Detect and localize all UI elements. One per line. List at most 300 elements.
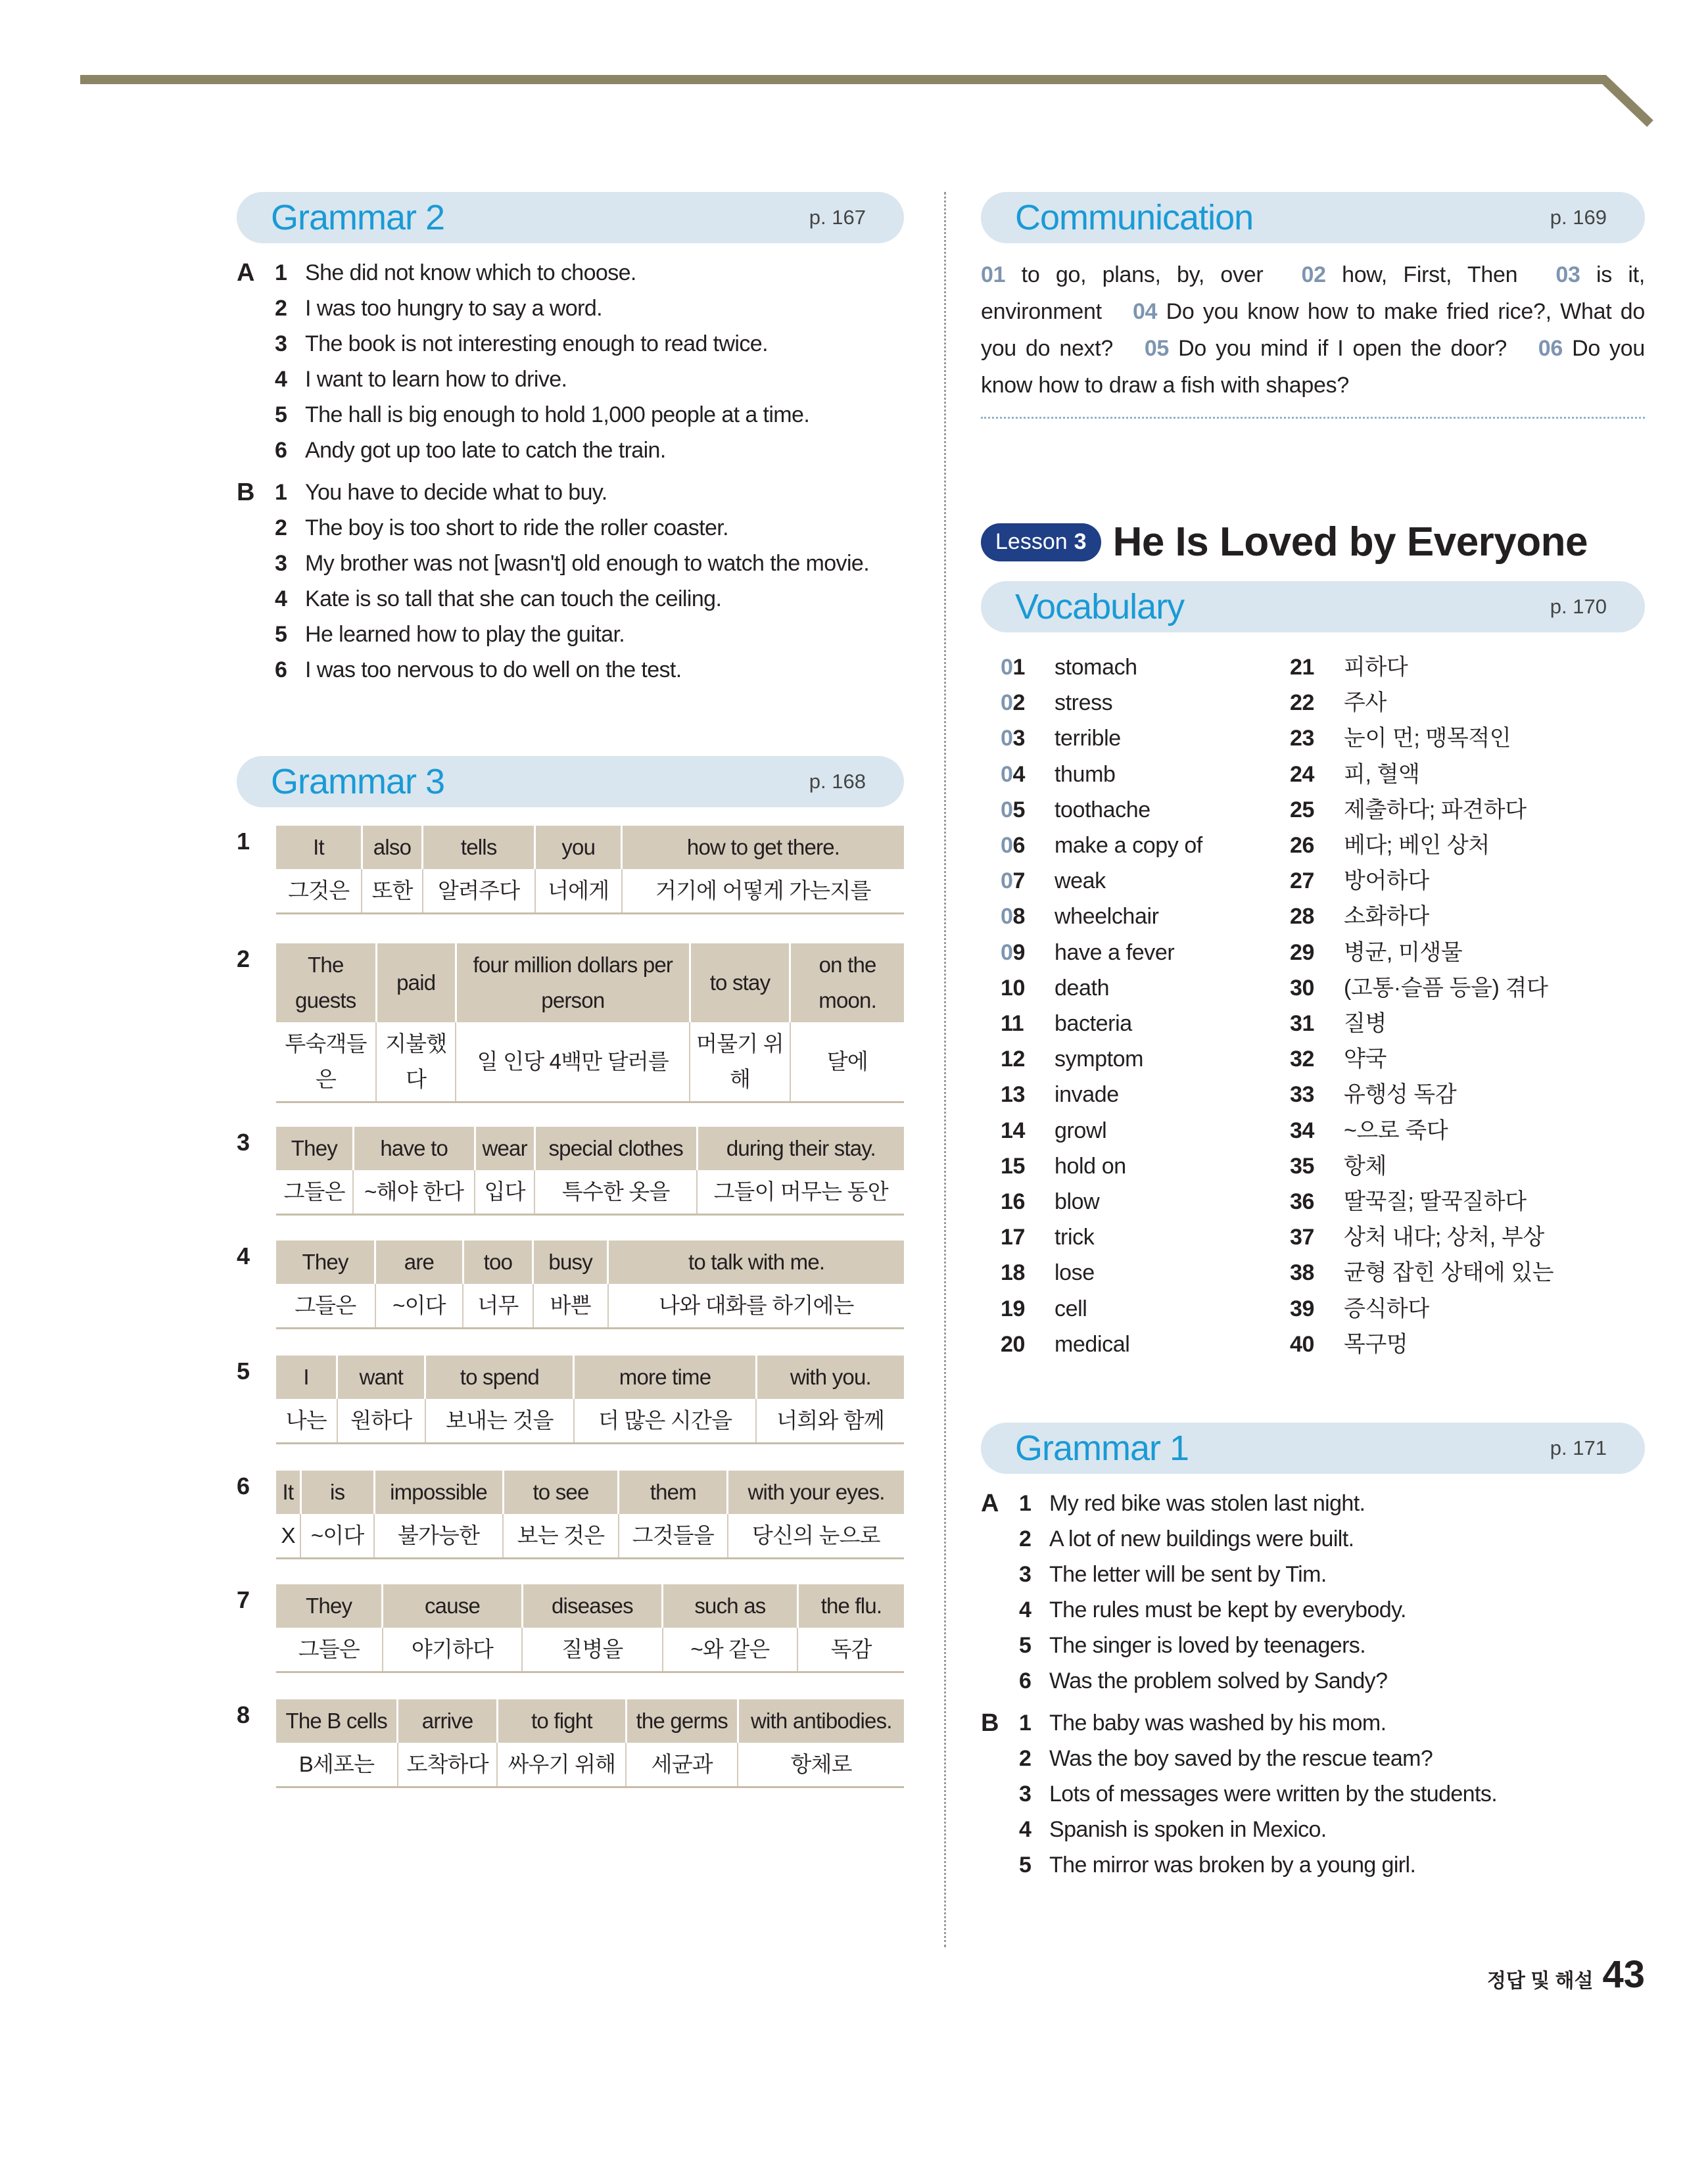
vocab-number-digit: 5 [1012,797,1026,822]
vocab-meaning: 베다; 베인 상처 [1344,833,1490,859]
vocab-number [1001,1148,1055,1184]
answer-text: Was the boy saved by the rescue team? [1049,1746,1433,1772]
vocab-number-digit: 8 [1012,904,1026,930]
vocab-number: 26 [1290,833,1315,859]
section-page-ref: p. 169 [1550,206,1607,229]
english-row [276,1471,904,1514]
vocab-item [1290,828,1579,863]
korean-row [276,1022,904,1102]
vocab-item [1001,1148,1290,1184]
vocab-number: 34 [1290,1118,1315,1143]
vocab-number [1001,970,1055,1006]
vocab-item [1001,1006,1290,1041]
english-chunk: They [276,1241,375,1284]
section-header-vocabulary [981,581,1645,632]
table-number: 2 [237,945,250,972]
answer-item [275,433,904,468]
vocab-item [1001,1291,1290,1327]
korean-chunk: 세균과 [626,1743,738,1787]
answer-number: 03 [1555,262,1580,287]
answer-text: The letter will be sent by Tim. [1049,1562,1327,1588]
answer-text: A lot of new buildings were built. [1049,1526,1354,1552]
vocab-number: 37 [1290,1225,1315,1250]
english-chunk: It [276,1471,300,1514]
english-chunk: are [375,1241,463,1284]
vocab-number [1001,1113,1055,1148]
left-column [237,192,904,1788]
answer-item [1019,1812,1645,1847]
vocab-number-prefix: 0 [1001,833,1013,859]
vocab-item [1290,899,1579,934]
english-chunk: how to get there. [622,826,904,869]
vocab-word: invade [1055,1082,1119,1108]
section-header-grammar2 [237,192,904,243]
korean-chunk: 나는 [276,1399,337,1444]
vocab-item [1290,1255,1579,1290]
english-row [276,1699,904,1743]
english-chunk: is [300,1471,374,1514]
vocab-item [1001,650,1290,685]
vocab-number-digit: 9 [1012,939,1026,965]
english-chunk: the germs [626,1699,738,1743]
answer-number: 3 [1019,1782,1032,1807]
communication-answer [1145,336,1507,361]
vocab-word: lose [1055,1260,1095,1286]
vocab-number-digit: 1 [1012,655,1026,680]
table-number: 7 [237,1586,250,1613]
answer-number: 4 [1019,1597,1032,1623]
answer-item [275,510,904,546]
vocabulary-column-right [1290,650,1579,1362]
vocab-number-prefix: 0 [1001,726,1013,751]
vocab-number-digit: 17 [1001,1225,1026,1250]
vocab-number: 31 [1290,1011,1315,1037]
vocab-number [1001,899,1055,934]
section-header-grammar1 [981,1423,1645,1474]
vocab-number-digit: 4 [1012,761,1026,787]
korean-chunk: 독감 [797,1628,904,1672]
korean-chunk: 나와 대화를 하기에는 [608,1284,904,1329]
answer-item [275,326,904,362]
answer-blocks [237,255,904,688]
korean-chunk: 너희와 함께 [756,1399,904,1444]
vocab-item [1001,685,1290,721]
korean-chunk: 일 인당 4백만 달러를 [456,1022,690,1102]
english-chunk: you [535,826,622,869]
vocab-meaning: 항체 [1344,1153,1387,1179]
vocab-meaning: 목구멍 [1344,1331,1408,1357]
answer-number: 5 [1019,1853,1032,1878]
answer-blocks [981,1486,1645,1883]
vocab-item [1290,650,1579,685]
answer-number: 6 [1019,1668,1032,1694]
vocab-number: 24 [1290,761,1315,787]
table-number: 4 [237,1242,250,1269]
vocab-meaning: 딸꾹질; 딸꾹질하다 [1344,1189,1527,1215]
vocab-meaning: 병균, 미생물 [1344,939,1463,965]
vocab-number: 27 [1290,868,1315,894]
answer-number: 5 [275,402,287,427]
table-number: 5 [237,1358,250,1384]
vocab-item [1001,1219,1290,1255]
korean-chunk: 너에게 [535,869,622,914]
vocab-number [1001,863,1055,899]
vocab-number: 33 [1290,1082,1315,1108]
block-letter: B [237,479,255,506]
english-chunk: to fight [497,1699,626,1743]
section-header-communication [981,192,1645,243]
vocab-item [1001,721,1290,756]
answer-number: 5 [275,622,287,647]
answer-text: The rules must be kept by everybody. [1049,1597,1406,1623]
analysis-table [276,1127,904,1216]
answer-item [1019,1776,1645,1812]
analysis-table [276,1584,904,1673]
analysis-table-block [237,826,904,914]
answer-item [275,475,904,510]
english-chunk: with your eyes. [728,1471,904,1514]
answer-item [275,255,904,291]
analysis-table-block [237,1127,904,1216]
answer-number: 2 [1019,1746,1032,1772]
answer-item [1019,1521,1645,1557]
vocab-word: stomach [1055,655,1137,680]
vocab-number: 40 [1290,1331,1315,1357]
korean-chunk: 그들은 [276,1628,383,1672]
english-chunk: They [276,1127,353,1170]
vocab-number: 38 [1290,1260,1315,1286]
answer-number: 6 [275,657,287,682]
answer-number: 4 [275,367,287,392]
lesson-badge-number: 3 [1074,529,1087,554]
answer-text: I was too nervous to do well on the test. [305,657,682,682]
vocab-number-digit: 19 [1001,1296,1026,1321]
english-chunk: also [362,826,422,869]
english-chunk: more time [574,1356,756,1399]
answer-number: 01 [981,262,1006,287]
vocab-number-prefix: 0 [1001,690,1013,716]
korean-chunk: 더 많은 시간을 [574,1399,756,1444]
vocab-number: 21 [1290,655,1315,680]
answer-text: to go, plans, by, over [1021,262,1264,287]
answer-text: The boy is too short to ride the roller coaster. [305,515,728,540]
answer-item [275,617,904,652]
section-title: Grammar 1 [1015,1429,1189,1469]
vocab-item [1001,828,1290,863]
vocab-word: have a fever [1055,939,1175,965]
vocab-number-prefix: 0 [1001,904,1013,930]
english-chunk: the flu. [797,1584,904,1628]
vocab-item [1001,1327,1290,1362]
analysis-table [276,826,904,914]
korean-chunk: B세포는 [276,1743,398,1787]
vocabulary-section [981,581,1645,1362]
answer-item [1019,1847,1645,1883]
vocab-number: 22 [1290,690,1315,716]
korean-chunk: 싸우기 위해 [497,1743,626,1787]
answer-text: Do you know how to draw a fish with shapes? [981,336,1645,398]
english-row [276,1356,904,1399]
vocab-meaning: 방어하다 [1344,868,1429,894]
answer-text: is it, environment [981,262,1645,324]
answer-items [1019,1705,1645,1883]
korean-chunk: 지불했다 [376,1022,456,1102]
vocab-number-digit: 16 [1001,1189,1026,1215]
korean-chunk: 당신의 눈으로 [728,1514,904,1559]
korean-row [276,1628,904,1672]
vocab-meaning: 제출하다; 파견하다 [1344,797,1527,822]
korean-chunk: ~이다 [300,1514,374,1559]
answer-block [981,1486,1645,1699]
answer-item [1019,1741,1645,1776]
analysis-table [276,1356,904,1444]
vocab-number-digit: 11 [1001,1011,1024,1037]
answer-item [275,362,904,397]
korean-row [276,1170,904,1215]
vocab-number: 35 [1290,1153,1315,1179]
answer-block [981,1705,1645,1883]
korean-row [276,869,904,914]
korean-chunk: ~해야 한다 [353,1170,475,1215]
english-chunk: busy [533,1241,608,1284]
lesson-heading [981,519,1645,565]
answer-text: Kate is so tall that she can touch the ceiling. [305,586,722,611]
sentence-analysis-tables [237,826,904,1788]
korean-chunk: 입다 [475,1170,534,1215]
section-title: Grammar 3 [271,762,445,801]
vocab-number-digit: 2 [1012,690,1026,716]
vocab-item [1290,1327,1579,1362]
answer-block [237,475,904,688]
vocab-item [1290,721,1579,756]
vocab-item [1290,792,1579,828]
korean-chunk: ~와 같은 [663,1628,798,1672]
vocab-word: toothache [1055,797,1151,822]
english-row [276,1127,904,1170]
analysis-table-block [237,1699,904,1788]
communication-section [981,192,1645,419]
vocab-word: blow [1055,1189,1100,1215]
footer-label: 정답 및 해설 [1486,1970,1594,1992]
english-chunk: special clothes [534,1127,697,1170]
vocab-meaning: 증식하다 [1344,1296,1429,1321]
answer-number: 1 [275,260,287,285]
answer-number: 6 [275,438,287,463]
english-chunk: to stay [690,943,790,1022]
vocab-word: wheelchair [1055,904,1159,930]
vocab-word: bacteria [1055,1011,1132,1037]
vocab-item [1290,1148,1579,1184]
vocab-word: hold on [1055,1153,1126,1179]
vocab-item [1290,970,1579,1006]
english-row [276,826,904,869]
vocab-number [1001,1077,1055,1112]
english-row [276,943,904,1022]
vocab-word: trick [1055,1225,1095,1250]
english-chunk: tells [423,826,535,869]
korean-chunk: 그들이 머무는 동안 [697,1170,904,1215]
answer-text: Spanish is spoken in Mexico. [1049,1817,1327,1843]
english-chunk: They [276,1584,383,1628]
vocab-meaning: 질병 [1344,1011,1387,1037]
answer-items [1019,1486,1645,1699]
vocab-number-digit: 12 [1001,1047,1026,1072]
answer-text: I was too hungry to say a word. [305,296,602,321]
vocab-number [1001,1327,1055,1362]
block-letter: A [981,1490,999,1518]
korean-chunk: 도착하다 [398,1743,497,1787]
vocab-number [1001,757,1055,792]
answer-text: He learned how to play the guitar. [305,622,625,647]
answer-item [1019,1486,1645,1521]
table-number: 8 [237,1701,250,1728]
english-chunk: The B cells [276,1699,398,1743]
korean-chunk: 그것들을 [619,1514,728,1559]
vocab-item [1290,1041,1579,1077]
vocab-number-digit: 18 [1001,1260,1026,1286]
korean-chunk: 알려주다 [423,869,535,914]
vocab-number [1001,685,1055,721]
vocab-word: death [1055,975,1110,1001]
communication-answer [981,262,1263,287]
english-chunk: impossible [374,1471,503,1514]
answer-item [275,546,904,581]
answer-text: The singer is loved by teenagers. [1049,1633,1366,1659]
block-letter: B [981,1709,999,1737]
answer-item [1019,1705,1645,1741]
vocab-number [1001,1219,1055,1255]
analysis-table-block [237,1356,904,1444]
vocab-number: 29 [1290,939,1315,965]
vocab-number-prefix: 0 [1001,868,1013,894]
vocab-number [1001,935,1055,970]
section-title: Communication [1015,198,1254,237]
block-letter: A [237,259,255,287]
vocab-item [1290,863,1579,899]
section-page-ref: p. 168 [809,770,866,793]
vocab-number-digit: 13 [1001,1082,1026,1108]
answer-item [1019,1663,1645,1699]
vocab-meaning: 주사 [1344,690,1387,716]
vocab-number [1001,792,1055,828]
answer-number: 5 [1019,1633,1032,1659]
analysis-table [276,943,904,1103]
vocab-number [1001,1006,1055,1041]
answer-text: The baby was washed by his mom. [1049,1711,1387,1736]
analysis-table [276,1241,904,1329]
vocab-meaning: 약국 [1344,1047,1387,1072]
answer-text: Andy got up too late to catch the train. [305,438,666,463]
vocab-item [1290,757,1579,792]
answer-text: Lots of messages were written by the students. [1049,1782,1498,1807]
answer-text: Do you mind if I open the door? [1178,336,1507,361]
english-chunk: too [463,1241,533,1284]
section-page-ref: p. 167 [809,206,866,229]
vocab-number: 23 [1290,726,1315,751]
answer-number: 2 [1019,1526,1032,1552]
analysis-table [276,1471,904,1559]
korean-row [276,1399,904,1444]
english-chunk: wear [475,1127,534,1170]
answer-text: Do you know how to make fried rice?, What do you do next? [981,299,1645,361]
answer-text: My brother was not [wasn't] old enough to watch the movie. [305,551,870,576]
korean-chunk: 투숙객들은 [276,1022,376,1102]
korean-chunk: 야기하다 [383,1628,522,1672]
korean-row [276,1743,904,1787]
section-page-ref: p. 171 [1550,1436,1607,1460]
vocab-item [1001,1113,1290,1148]
vocab-number-digit: 15 [1001,1153,1026,1179]
english-chunk: them [619,1471,728,1514]
vocab-meaning: 눈이 먼; 맹목적인 [1344,726,1511,751]
vocab-word: terrible [1055,726,1121,751]
vocab-item [1001,935,1290,970]
lesson-badge-label: Lesson [995,529,1068,554]
top-rule-decoration [0,0,1708,131]
english-chunk: with antibodies. [738,1699,904,1743]
answer-text: The book is not interesting enough to read twice. [305,331,768,356]
vocab-number [1001,721,1055,756]
korean-row [276,1284,904,1329]
vocab-item [1001,899,1290,934]
korean-chunk: 또한 [362,869,422,914]
answer-items [275,475,904,688]
section-title: Vocabulary [1015,587,1185,626]
vocab-number-digit: 3 [1012,726,1026,751]
vocab-number-prefix: 0 [1001,939,1013,965]
vocab-word: medical [1055,1331,1130,1357]
vocab-word: make a copy of [1055,833,1202,859]
grammar2-section [237,192,904,688]
grammar1-section [981,1423,1645,1883]
vocab-number-digit: 14 [1001,1118,1026,1143]
vocab-item [1290,1113,1579,1148]
answer-number: 06 [1538,336,1563,361]
analysis-table-block [237,943,904,1103]
english-chunk: I [276,1356,337,1399]
vocab-item [1001,1255,1290,1290]
vocab-item [1001,792,1290,828]
korean-chunk: 거기에 어떻게 가는지를 [622,869,904,914]
analysis-table-block [237,1471,904,1559]
vocab-item [1001,1077,1290,1112]
english-chunk: paid [376,943,456,1022]
vocab-item [1290,1184,1579,1219]
lesson-badge [981,523,1101,561]
answer-number: 02 [1301,262,1326,287]
vocab-item [1290,1006,1579,1041]
korean-chunk: 그들은 [276,1284,375,1329]
vocab-number-digit: 7 [1012,868,1026,894]
lesson-title: He Is Loved by Everyone [1112,519,1588,565]
vocab-number: 25 [1290,797,1315,822]
page-footer [1487,1952,1645,1997]
english-chunk: four million dollars per person [456,943,690,1022]
english-chunk: diseases [522,1584,662,1628]
english-chunk: have to [353,1127,475,1170]
vocab-meaning: 피하다 [1344,655,1408,680]
answer-number: 3 [1019,1562,1032,1588]
analysis-table [276,1699,904,1788]
english-chunk: on the moon. [790,943,904,1022]
vocab-item [1001,1184,1290,1219]
vocab-item [1001,863,1290,899]
english-chunk: to spend [425,1356,574,1399]
vocabulary-list [981,650,1645,1362]
answer-item [1019,1628,1645,1663]
vocab-meaning: (고통·슬픔 등을) 겪다 [1344,975,1548,1001]
vocab-number: 28 [1290,904,1315,930]
